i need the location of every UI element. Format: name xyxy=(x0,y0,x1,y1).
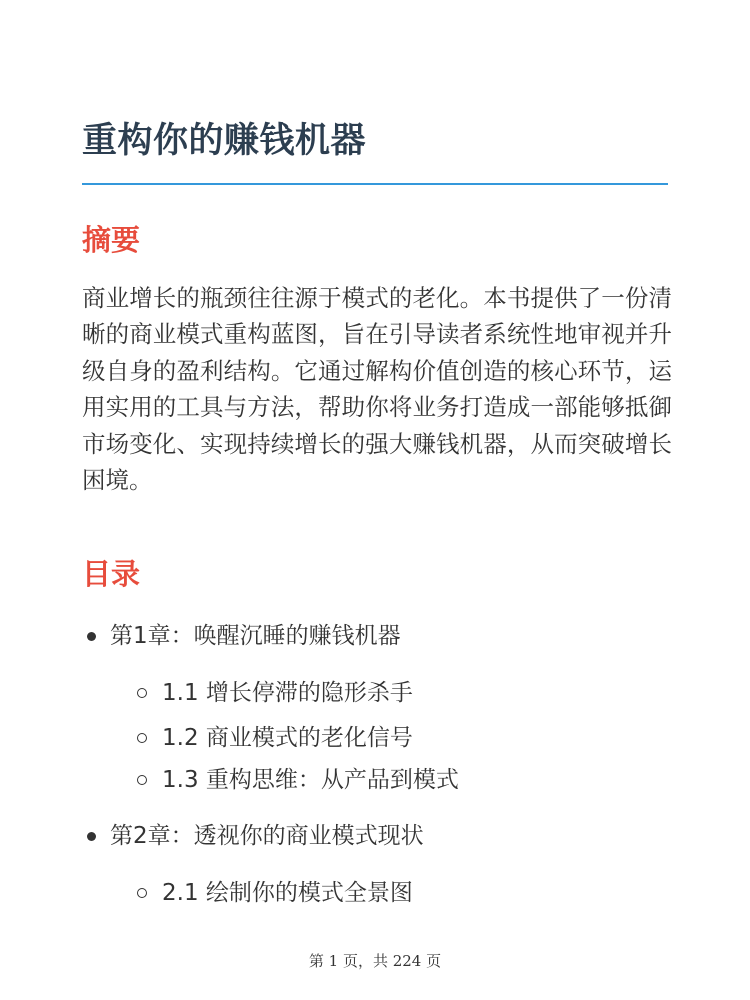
circle-bullet-icon xyxy=(137,775,147,785)
page-footer: 第 1 页，共 224 页 xyxy=(308,952,442,970)
title-divider xyxy=(82,183,668,185)
summary-heading: 摘要 xyxy=(82,223,141,257)
toc-section-label: 1.2 商业模式的老化信号 xyxy=(162,725,413,751)
toc-section-label: 2.1 绘制你的模式全景图 xyxy=(162,880,413,906)
circle-bullet-icon xyxy=(137,888,147,898)
circle-bullet-icon xyxy=(137,733,147,743)
document-page xyxy=(82,0,672,1000)
toc-section-label: 1.1 增长停滞的隐形杀手 xyxy=(162,680,413,706)
toc-chapter-label: 第1章：唤醒沉睡的赚钱机器 xyxy=(110,623,401,649)
toc-section-1-2[interactable] xyxy=(162,722,413,754)
toc-section-2-1[interactable] xyxy=(162,877,413,909)
toc-chapter-2[interactable] xyxy=(110,820,424,852)
disc-bullet-icon xyxy=(87,832,96,841)
summary-paragraph: 商业增长的瓶颈往往源于模式的老化。本书提供了一份清晰的商业模式重构蓝图，旨在引导读者系统性地审视并升级自身的盈利结构。它通过解构价值创造的核心环节，运用实用的工具与方法，帮助你将业务打造成一部能够抵御市场变化、实现持续增长的强大赚钱机器，从而突破增长困境。 xyxy=(82,284,672,495)
toc-section-1-3[interactable] xyxy=(162,764,459,796)
toc-section-label: 1.3 重构思维：从产品到模式 xyxy=(162,767,459,793)
toc-heading: 目录 xyxy=(82,557,141,591)
circle-bullet-icon xyxy=(137,688,147,698)
disc-bullet-icon xyxy=(87,632,96,641)
toc-section-1-1[interactable] xyxy=(162,677,413,709)
document-title: 重构你的赚钱机器 xyxy=(82,121,367,161)
toc-chapter-1[interactable] xyxy=(110,620,401,652)
toc-chapter-label: 第2章：透视你的商业模式现状 xyxy=(110,823,424,849)
